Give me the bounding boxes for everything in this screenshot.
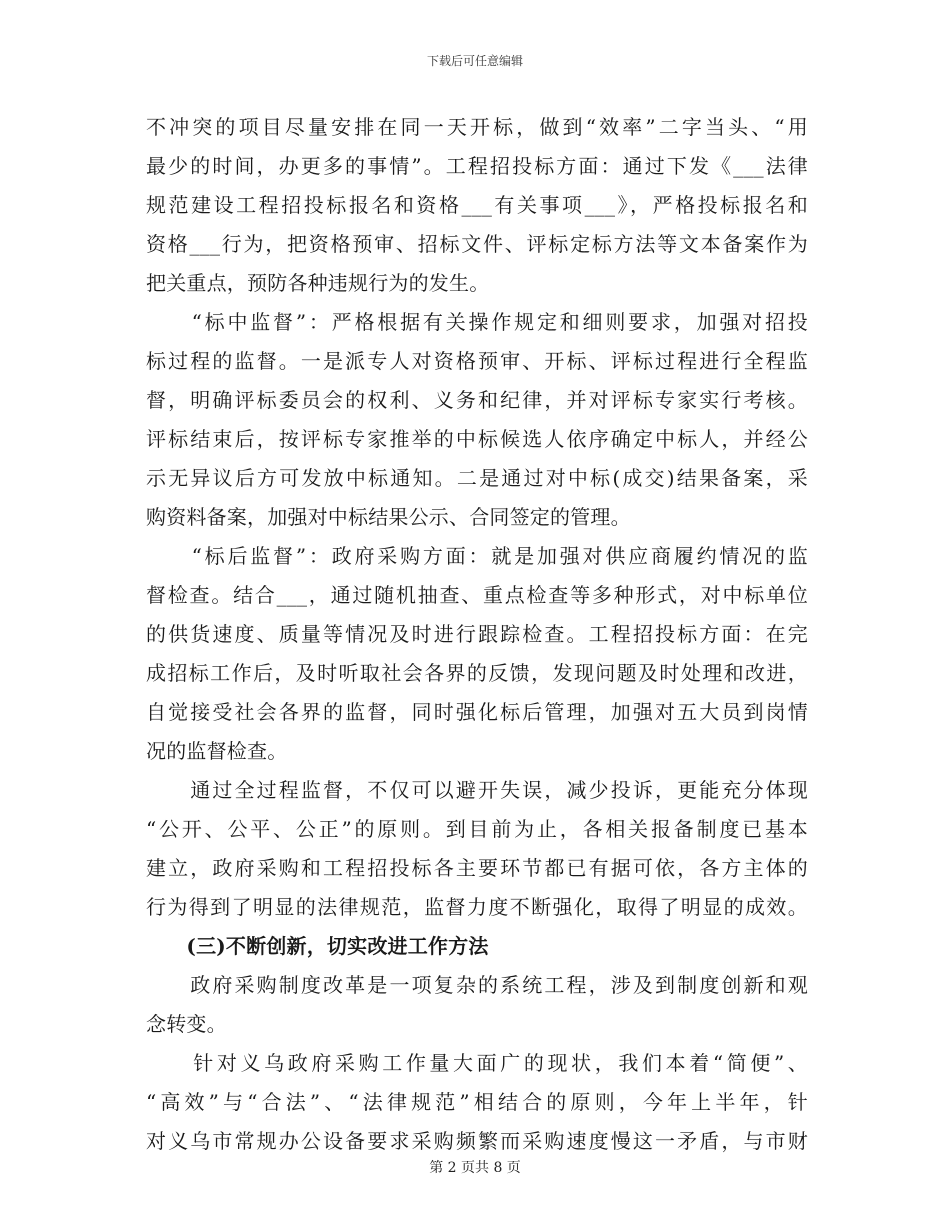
text-line: 最少的时间，办更多的事情”。工程招投标方面：通过下发《___法律 xyxy=(146,154,808,178)
text-line: 的供货速度、质量等情况及时进行跟踪检查。工程招投标方面：在完 xyxy=(146,622,808,646)
text-line: 自觉接受社会各界的监督，同时强化标后管理，加强对五大员到岗情 xyxy=(146,700,808,724)
text-line: 成招标工作后，及时听取社会各界的反馈，发现问题及时处理和改进， xyxy=(146,661,808,685)
page-header: 下载后可任意编辑 xyxy=(426,54,523,68)
section-heading: (三)不断创新，切实改进工作方法 xyxy=(146,934,489,958)
text-line: 通过全过程监督，不仅可以避开失误，减少投诉，更能充分体现 xyxy=(146,778,808,802)
text-line: “标后监督”：政府采购方面：就是加强对供应商履约情况的监 xyxy=(146,544,808,568)
text-line: “高效”与“合法”、“法律规范”相结合的原则，今年上半年，针 xyxy=(146,1090,808,1114)
text-line: 督检查。结合___，通过随机抽查、重点检查等多种形式，对中标单位 xyxy=(146,583,808,607)
text-line: 购资料备案，加强对中标结果公示、合同签定的管理。 xyxy=(146,505,631,529)
text-line: “标中监督”：严格根据有关操作规定和细则要求，加强对招投 xyxy=(146,310,808,334)
text-line: 标过程的监督。一是派专人对资格预审、开标、评标过程进行全程监 xyxy=(146,349,808,373)
text-line: 针对义乌政府采购工作量大面广的现状，我们本着“简便”、 xyxy=(146,1051,808,1075)
text-line: 评标结束后，按评标专家推举的中标候选人依序确定中标人，并经公 xyxy=(146,427,808,451)
text-line: 况的监督检查。 xyxy=(146,739,288,763)
text-line: 建立，政府采购和工程招投标各主要环节都已有据可依，各方主体的 xyxy=(146,856,808,880)
text-line: 示无异议后方可发放中标通知。二是通过对中标(成交)结果备案，采 xyxy=(146,466,808,490)
text-line: 把关重点，预防各种违规行为的发生。 xyxy=(146,271,490,295)
text-line: 念转变。 xyxy=(146,1012,227,1036)
text-line: 不冲突的项目尽量安排在同一天开标，做到“效率”二字当头、“用 xyxy=(146,115,808,139)
text-line: 政府采购制度改革是一项复杂的系统工程，涉及到制度创新和观 xyxy=(146,973,808,997)
text-line: “公开、公平、公正”的原则。到目前为止，各相关报备制度已基本 xyxy=(146,817,808,841)
text-line: 规范建设工程招投标报名和资格___有关事项___》，严格投标报名和 xyxy=(146,193,808,217)
text-line: 督，明确评标委员会的权利、义务和纪律，并对评标专家实行考核。 xyxy=(146,388,808,412)
text-line: 行为得到了明显的法律规范，监督力度不断强化，取得了明显的成效。 xyxy=(146,895,808,919)
text-line: 资格___行为，把资格预审、招标文件、评标定标方法等文本备案作为 xyxy=(146,232,808,256)
text-line: 对义乌市常规办公设备要求采购频繁而采购速度慢这一矛盾，与市财 xyxy=(146,1129,808,1153)
page-number: 第 2 页共 8 页 xyxy=(429,1160,521,1176)
document-body xyxy=(146,108,808,1161)
